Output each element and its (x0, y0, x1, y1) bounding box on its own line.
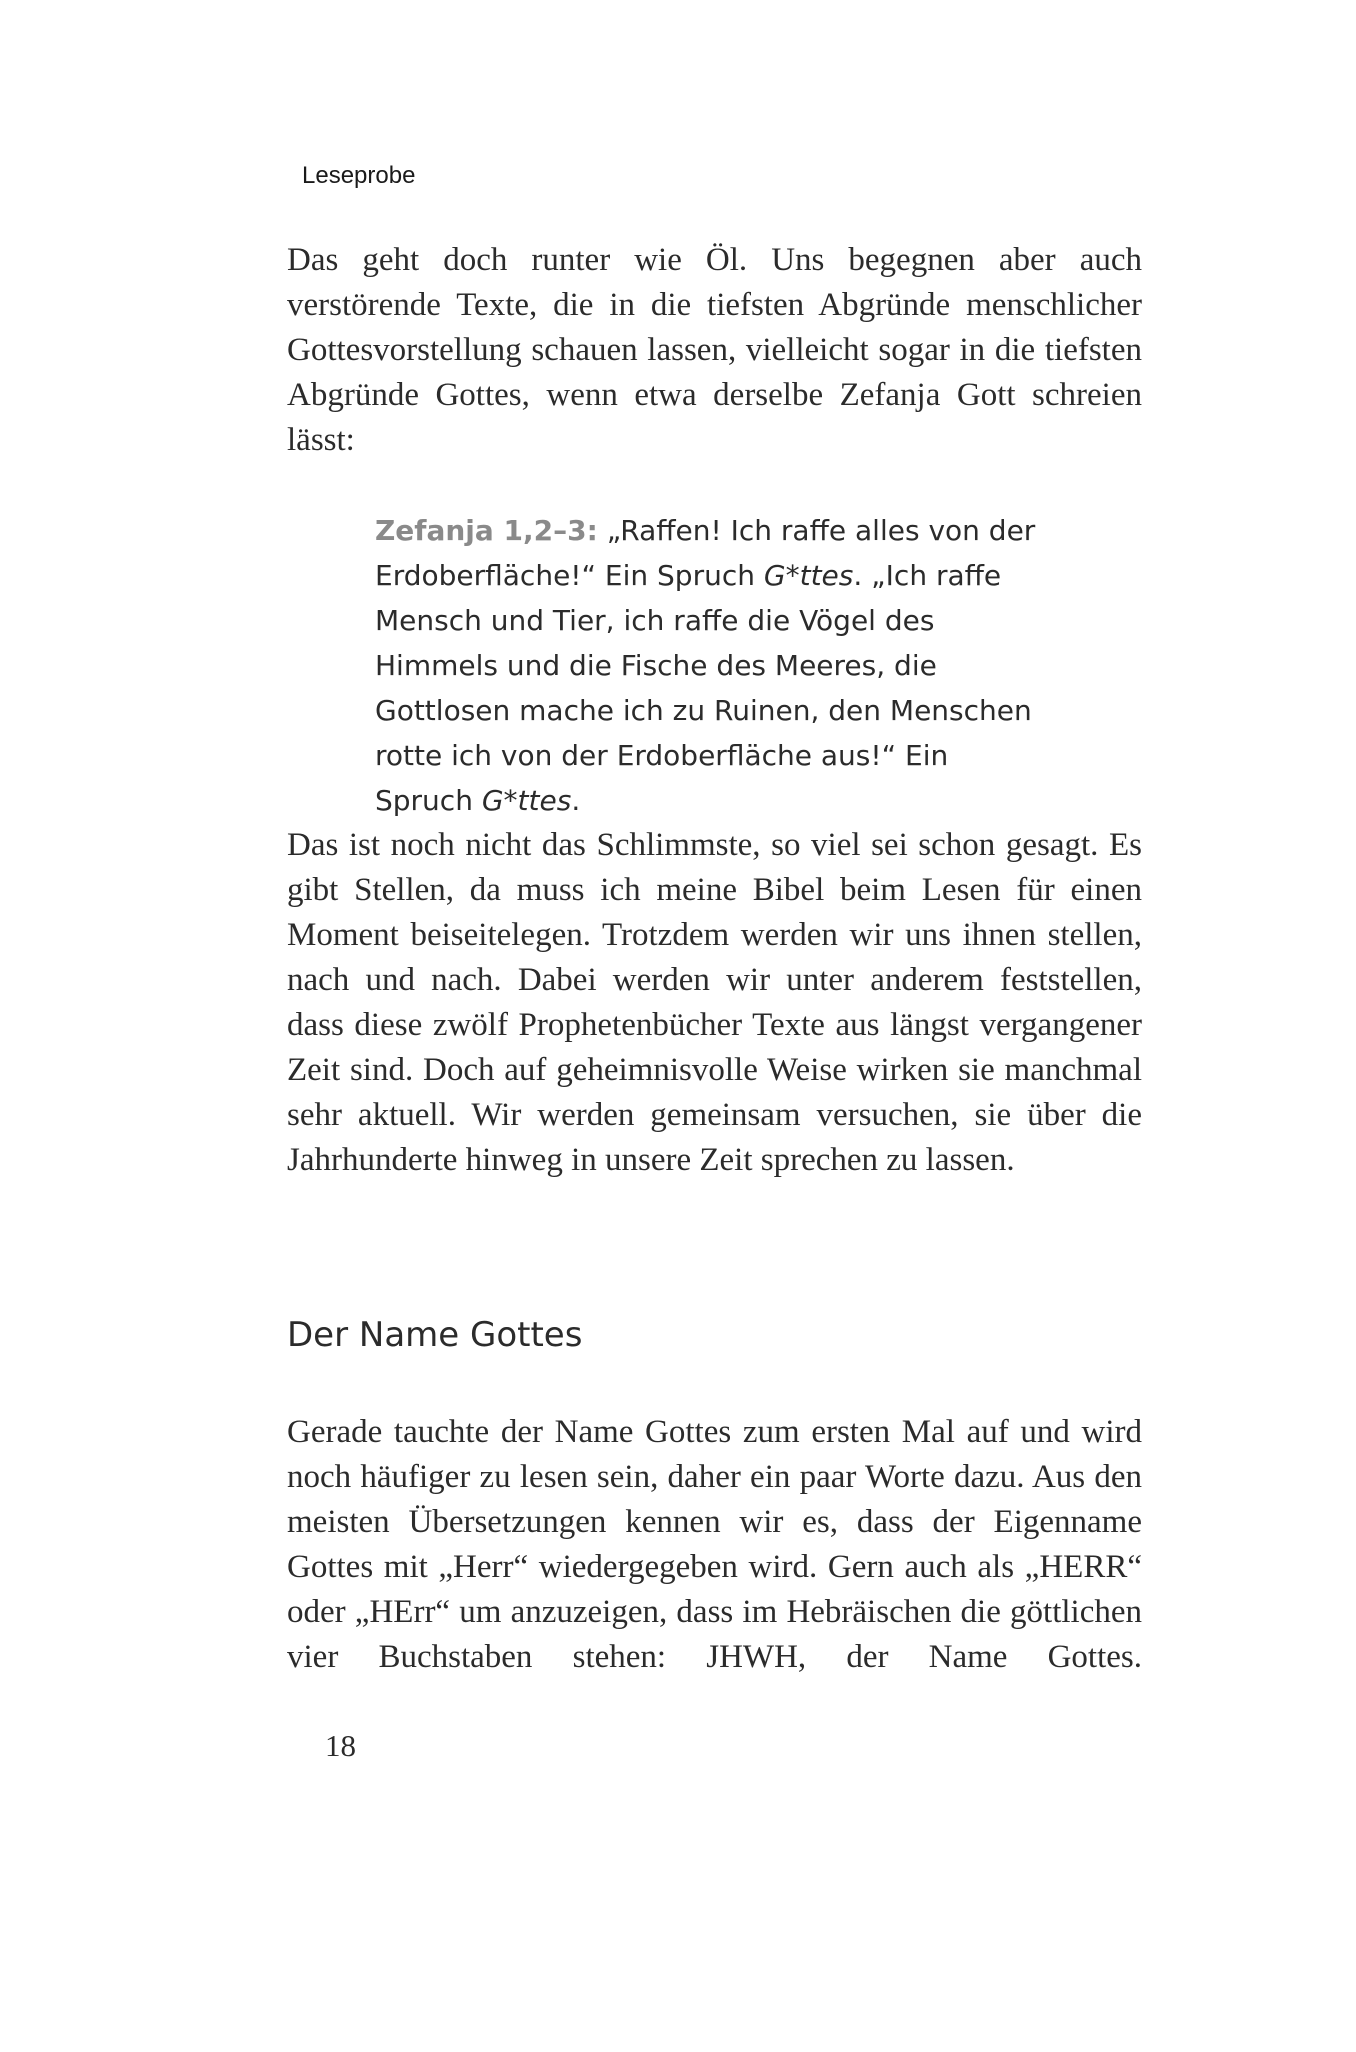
quote-divine-name-2: G*ttes (481, 784, 572, 817)
paragraph-intro: Das geht doch runter wie Öl. Uns begegnen aber auch verstörende Texte, die in die tiefsten Abgründe menschlicher Gottesvorstellung schauen lassen, vielleicht sogar in die tiefsten Abgründe Gottes, wenn etwa derselbe Zefanja Gott schreien lässt: (287, 242, 1142, 458)
running-head: Leseprobe (302, 162, 416, 189)
paragraph-after-quote: Das ist noch nicht das Schlimmste, so viel sei schon gesagt. Es gibt Stellen, da muss ich meine Bibel beim Lesen für einen Moment beiseitelegen. Trotzdem werden wir uns ihnen stellen, nach und nach. Dabei werden wir unter anderem feststellen, dass diese zwölf Prophetenbücher Texte aus längst vergangener Zeit sind. Doch auf geheimnisvolle Weise wirken sie manchmal sehr aktuell. Wir werden gemeinsam versuchen, sie über die Jahrhunderte hinweg in unsere Zeit sprechen zu lassen. (287, 827, 1142, 1178)
bible-quote (375, 508, 1055, 823)
quote-text-part-1: „Raffen! Ich raffe alles von der Erdoberfläche!“ Ein Spruch (375, 514, 1036, 592)
paragraph-section-body: Gerade tauchte der Name Gottes zum ersten Mal auf und wird noch häufiger zu lesen sein, daher ein paar Worte dazu. Aus den meisten Übersetzungen kennen wir es, dass der Eigenname Gottes mit „Herr“ wiedergegeben wird. Gern auch als „HERR“ oder „HErr“ um anzuzeigen, dass im Hebräischen die göttlichen vier Buchstaben stehen: JHWH, der Name Gottes. (287, 1414, 1142, 1675)
section-heading: Der Name Gottes (287, 1315, 583, 1355)
quote-text-part-2: . „Ich raffe Mensch und Tier, ich raffe die Vögel des Himmels und die Fische des Meeres, die Gottlosen mache ich zu Ruinen, den Menschen rotte ich von der Erdoberfläche aus!“ Ein Spruch (375, 559, 1032, 817)
quote-text-part-3: . (571, 784, 581, 817)
page-number: 18 (325, 1728, 356, 1763)
quote-divine-name-1: G*ttes (763, 559, 854, 592)
quote-reference: Zefanja 1,2–3: (375, 514, 598, 547)
